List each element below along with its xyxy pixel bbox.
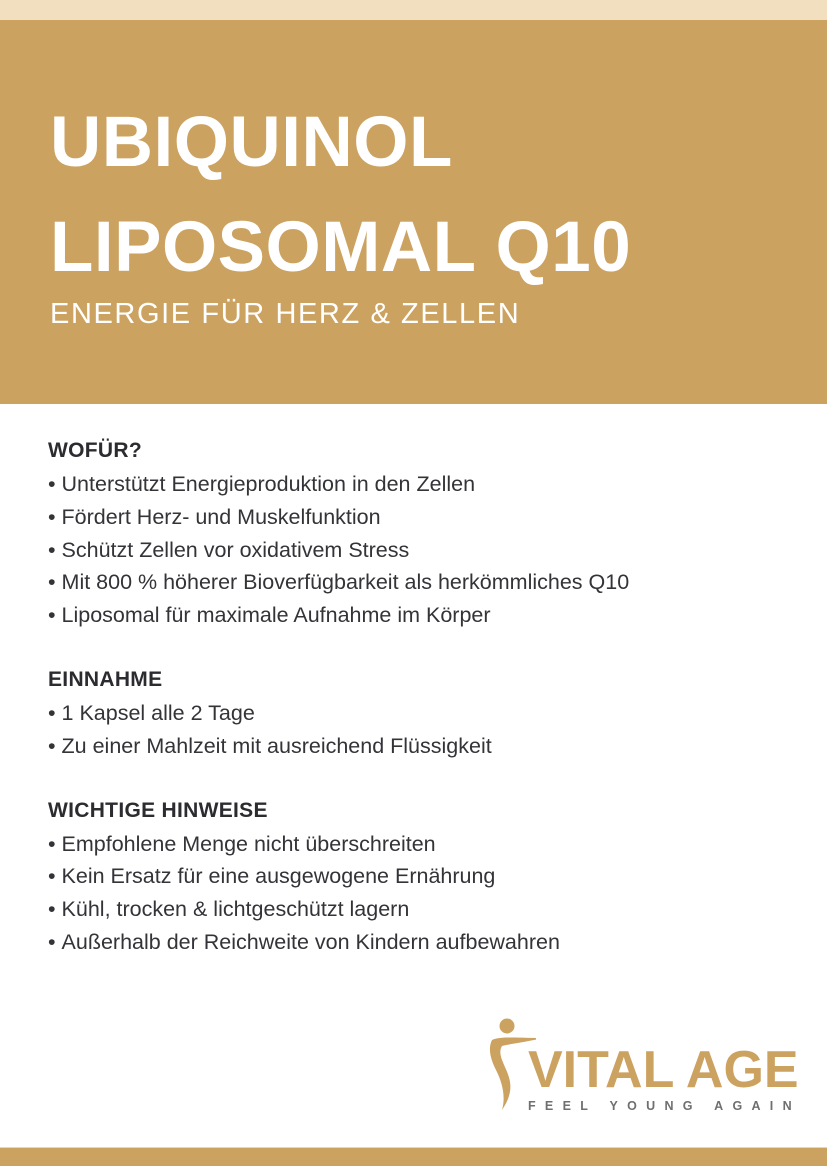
logo-tagline: FEEL YOUNG AGAIN bbox=[528, 1099, 801, 1113]
list-item: • Kein Ersatz für eine ausgewogene Ernährung bbox=[48, 864, 496, 889]
section-heading: EINNAHME bbox=[48, 667, 163, 691]
section-einnahme bbox=[48, 663, 818, 763]
info-content bbox=[48, 434, 818, 990]
product-title-line-1: UBIQUINOL bbox=[50, 103, 453, 182]
bullet-icon: • bbox=[48, 864, 56, 889]
list-item: • Außerhalb der Reichweite von Kindern aufbewahren bbox=[48, 929, 560, 954]
list-item: • Liposomal für maximale Aufnahme im Körper bbox=[48, 603, 491, 628]
bullet-icon: • bbox=[48, 831, 56, 856]
list-item: • Schützt Zellen vor oxidativem Stress bbox=[48, 537, 410, 562]
list-item: • Mit 800 % höherer Bioverfügbarkeit als herkömmliches Q10 bbox=[48, 570, 630, 595]
bullet-icon: • bbox=[48, 472, 56, 496]
bullet-icon: • bbox=[48, 733, 56, 758]
bullet-list bbox=[48, 468, 818, 632]
list-item: • 1 Kapsel alle 2 Tage bbox=[48, 700, 255, 725]
header-banner bbox=[0, 20, 827, 404]
bottom-band bbox=[0, 1147, 827, 1166]
bullet-icon: • bbox=[48, 504, 56, 529]
bullet-list bbox=[48, 828, 818, 959]
logo-wordmark: VITAL AGE bbox=[528, 1041, 799, 1099]
bullet-icon: • bbox=[48, 603, 56, 628]
section-hinweise bbox=[48, 794, 818, 959]
top-band bbox=[0, 0, 827, 20]
bullet-list bbox=[48, 697, 818, 763]
bullet-icon: • bbox=[48, 897, 56, 922]
list-item: • Empfohlene Menge nicht überschreiten bbox=[48, 831, 436, 856]
list-item: • Unterstützt Energieproduktion in den Zellen bbox=[48, 472, 476, 496]
section-wofuer bbox=[48, 434, 818, 632]
bullet-icon: • bbox=[48, 570, 56, 595]
brand-logo bbox=[486, 1016, 801, 1116]
section-heading: WOFÜR? bbox=[48, 439, 142, 462]
product-title-line-2: LIPOSOMAL Q10 bbox=[50, 208, 632, 287]
bullet-icon: • bbox=[48, 537, 56, 562]
section-heading: WICHTIGE HINWEISE bbox=[48, 798, 268, 822]
list-item: • Zu einer Mahlzeit mit ausreichend Flüssigkeit bbox=[48, 733, 492, 758]
list-item: • Fördert Herz- und Muskelfunktion bbox=[48, 504, 381, 529]
list-item: • Kühl, trocken & lichtgeschützt lagern bbox=[48, 897, 410, 922]
product-title bbox=[50, 90, 631, 300]
bullet-icon: • bbox=[48, 700, 56, 725]
bullet-icon: • bbox=[48, 929, 56, 954]
product-subtitle: ENERGIE FÜR HERZ & ZELLEN bbox=[50, 298, 521, 330]
